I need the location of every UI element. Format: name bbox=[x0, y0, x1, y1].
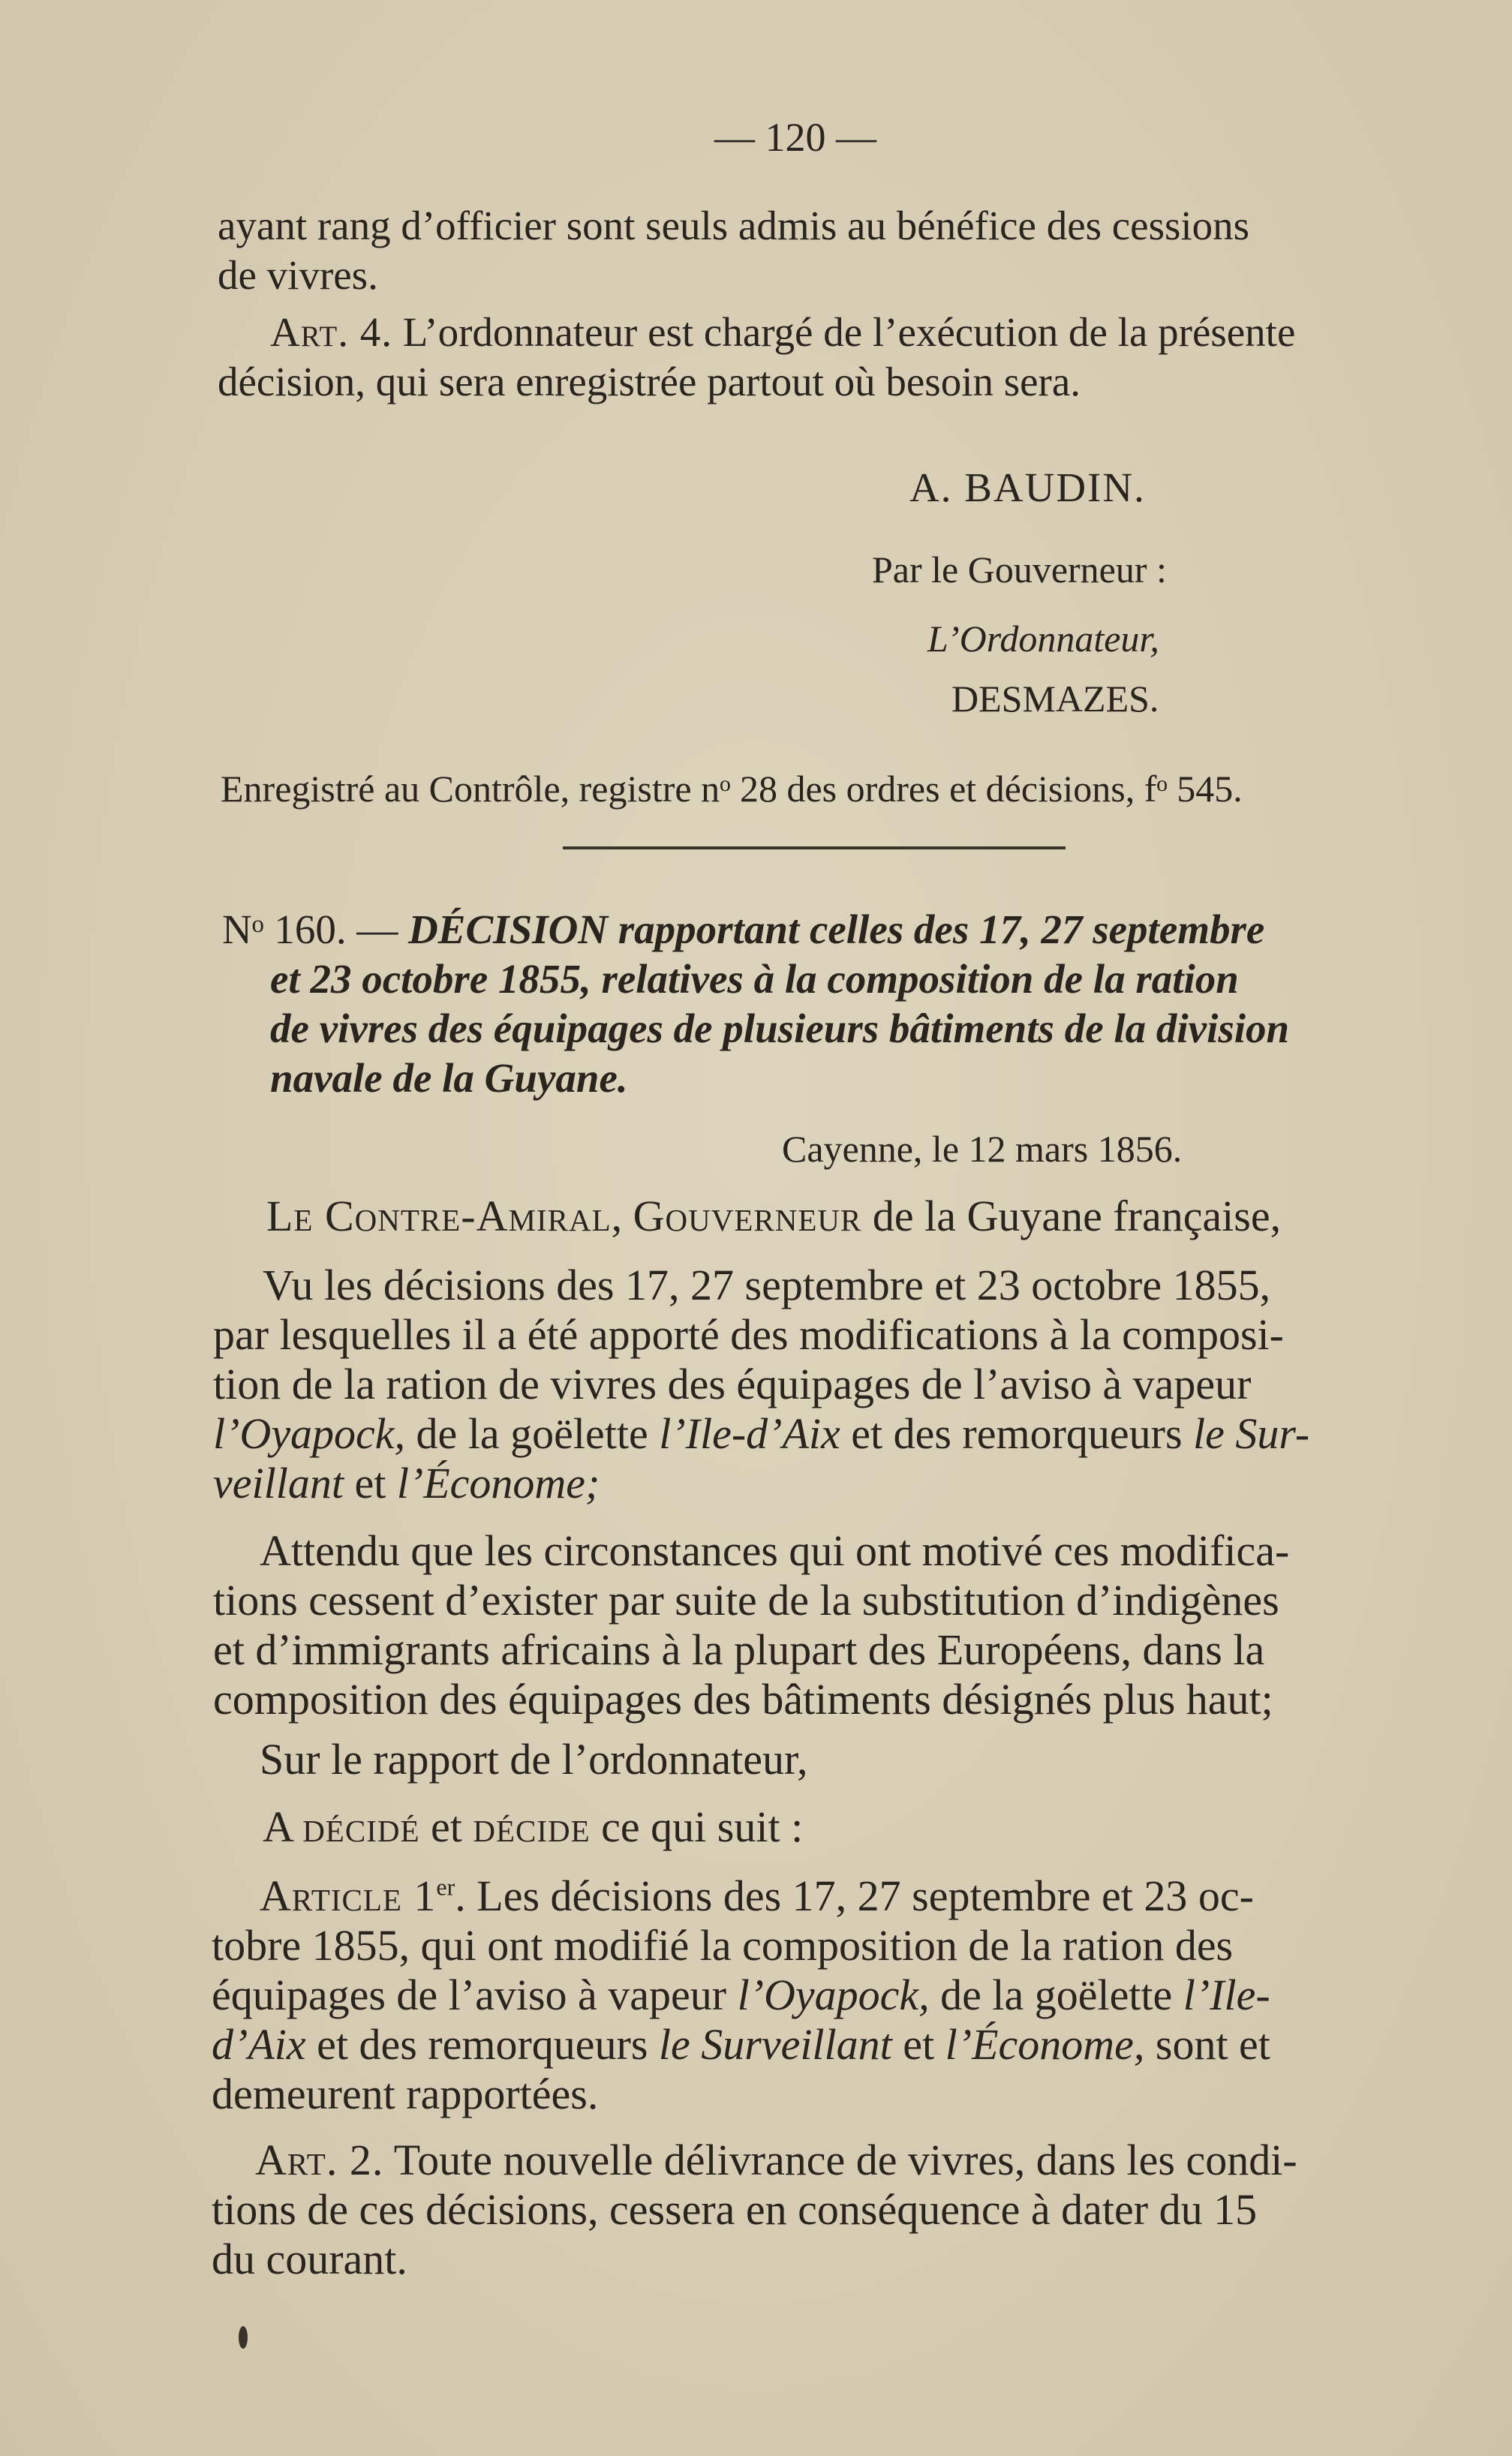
vessel-name: l’Ile- bbox=[1183, 1971, 1270, 2019]
decision-number: Nᵒ 160. bbox=[222, 906, 347, 952]
text-run: , bbox=[611, 1192, 633, 1240]
vessel-name: l’Ile-d’Aix bbox=[659, 1409, 840, 1458]
article-label: Art. 2. bbox=[255, 2136, 384, 2184]
text-run: et des remorqueurs bbox=[305, 2020, 659, 2069]
text-run: et bbox=[891, 2020, 945, 2069]
attendu-line: et d’immigrants africains à la plupart des Européens, dans la bbox=[213, 1625, 1265, 1674]
vu-line: tion de la ration de vivres des équipages de l’aviso à vapeur bbox=[213, 1360, 1252, 1408]
text-run: de la goëlette bbox=[929, 1971, 1183, 2019]
text-line: de vivres. bbox=[218, 252, 378, 298]
text-run: équipages de l’aviso à vapeur bbox=[212, 1971, 738, 2019]
vessel-name: l’Oyapock, bbox=[213, 1409, 406, 1458]
title-dash: — bbox=[346, 906, 409, 952]
vessel-name: l’Économe, bbox=[945, 2020, 1145, 2069]
text-run: décidé bbox=[302, 1802, 420, 1851]
vu-line: par lesquelles il a été apporté des modifications à la composi- bbox=[213, 1310, 1284, 1359]
article-1-line bbox=[212, 1971, 1405, 2020]
article-1-line: tobre 1855, qui ont modifié la composition de la ration des bbox=[212, 1921, 1234, 1970]
title-text: DÉCISION rapportant celles des 17, 27 septembre bbox=[408, 906, 1265, 952]
title-text: et 23 octobre 1855, relatives à la composition de la ration bbox=[270, 956, 1239, 1002]
title-line bbox=[270, 1004, 1289, 1054]
text-run: L’ordonnateur est chargé de l’exécution de la présente bbox=[392, 309, 1296, 355]
attendu-line: Attendu que les circonstances qui ont motivé ces modifica- bbox=[260, 1526, 1290, 1575]
text-run: de la goëlette bbox=[405, 1409, 660, 1458]
article-4 bbox=[270, 308, 1463, 357]
decide-line bbox=[263, 1802, 1456, 1852]
text-run: et bbox=[343, 1459, 397, 1508]
text-run: ce qui suit : bbox=[590, 1802, 804, 1851]
text-run: . Les décisions des 17, 27 septembre et 23 oc- bbox=[455, 1871, 1254, 1920]
registration-note: Enregistré au Contrôle, registre nᵒ 28 des ordres et décisions, fᵒ 545. bbox=[221, 768, 1243, 810]
title-line bbox=[270, 1054, 628, 1103]
article-2-line bbox=[255, 2136, 1448, 2185]
rapport-line: Sur le rapport de l’ordonnateur, bbox=[260, 1735, 808, 1784]
ink-speck bbox=[239, 2326, 248, 2349]
vessel-name: veillant bbox=[213, 1459, 344, 1508]
article-1-line bbox=[212, 2020, 1405, 2070]
article-2-line: du courant. bbox=[212, 2235, 407, 2283]
authority-line bbox=[266, 1192, 1459, 1241]
signature-role: L’Ordonnateur, bbox=[927, 618, 1159, 660]
signatory-name: A. BAUDIN. bbox=[909, 464, 1146, 510]
title-line bbox=[270, 954, 1239, 1004]
vu-line: Vu les décisions des 17, 27 septembre et 23 octobre 1855, bbox=[263, 1261, 1271, 1309]
vessel-name: d’Aix bbox=[212, 2020, 306, 2069]
text-run: sont et bbox=[1144, 2020, 1270, 2069]
text-run: et des remorqueurs bbox=[840, 1409, 1194, 1458]
vessel-name: le Sur- bbox=[1193, 1409, 1310, 1458]
text-run: de la Guyane française, bbox=[861, 1192, 1282, 1240]
text-run: décide bbox=[473, 1802, 591, 1851]
title-text: navale de la Guyane. bbox=[270, 1055, 628, 1101]
section-divider bbox=[563, 846, 1066, 849]
title-text: de vivres des équipages de plusieurs bâtiments de la division bbox=[270, 1006, 1290, 1051]
signature-par: Par le Gouverneur : bbox=[872, 549, 1167, 591]
signature-ordonnateur: DESMAZES. bbox=[951, 678, 1159, 720]
article-label: Art. 4. bbox=[270, 309, 392, 355]
vu-line bbox=[213, 1459, 1406, 1508]
attendu-line: tions cessent d’exister par suite de la substitution d’indigènes bbox=[213, 1576, 1279, 1625]
article-2-line: tions de ces décisions, cessera en conséquence à dater du 15 bbox=[212, 2185, 1258, 2234]
authority-title: Le Contre-Amiral bbox=[266, 1192, 612, 1240]
place-date: Cayenne, le 12 mars 1856. bbox=[782, 1128, 1183, 1170]
text-line: décision, qui sera enregistrée partout où besoin sera. bbox=[218, 359, 1081, 404]
decision-title bbox=[222, 905, 1264, 954]
vu-line bbox=[213, 1409, 1406, 1459]
vessel-name: le Surveillant bbox=[658, 2020, 892, 2069]
text-line: ayant rang d’officier sont seuls admis au bénéfice des cessions bbox=[218, 203, 1250, 248]
ordinal-suffix: er bbox=[436, 1873, 455, 1901]
text-run: et bbox=[419, 1802, 473, 1851]
authority-role: Gouverneur bbox=[633, 1192, 862, 1240]
text-run: Toute nouvelle délivrance de vivres, dans les condi- bbox=[383, 2136, 1297, 2184]
vessel-name: l’Oyapock, bbox=[737, 1971, 930, 2019]
article-1-line: demeurent rapportées. bbox=[212, 2070, 599, 2118]
vessel-name: l’Économe; bbox=[396, 1459, 600, 1508]
article-1-line bbox=[260, 1871, 1453, 1921]
page-number: — 120 — bbox=[714, 115, 876, 160]
attendu-line: composition des équipages des bâtiments désignés plus haut; bbox=[213, 1675, 1273, 1724]
article-label: Article 1 bbox=[260, 1871, 437, 1920]
text-run: A bbox=[263, 1802, 303, 1851]
